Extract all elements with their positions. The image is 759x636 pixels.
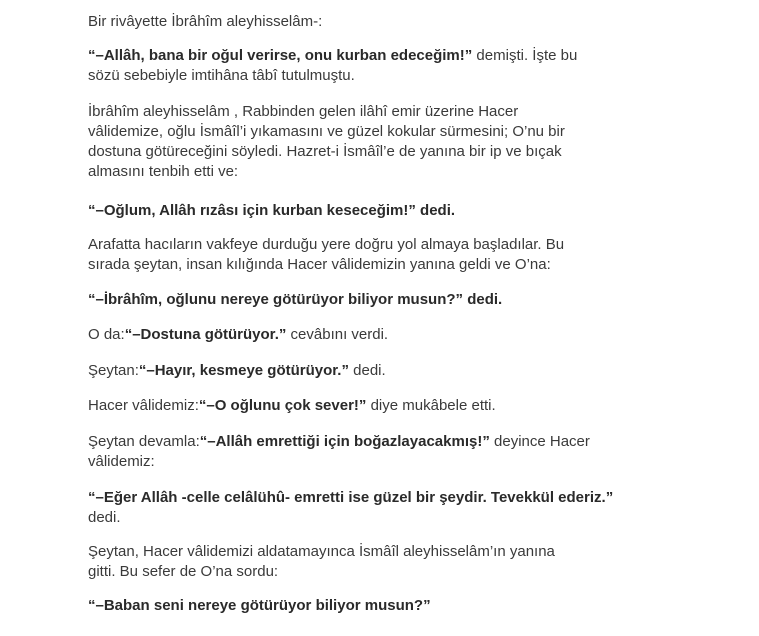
- text-segment: almasını tenbih etti ve:: [88, 163, 239, 180]
- text-segment: “–Hayır, kesmeye götürüyor.”: [138, 362, 349, 379]
- text-line: [88, 102, 565, 122]
- text-segment: vâlidemize, oğlu İsmâîl’i yıkamasını ve güzel kokular sürmesini; O’nu bir: [88, 123, 565, 140]
- text-segment: sözü sebebiyle imtihâna tâbî tutulmuştu.: [88, 67, 355, 84]
- paragraph: [88, 102, 565, 182]
- paragraph: [88, 542, 555, 582]
- text-segment: Arafatta hacıların vakfeye durduğu yere doğru yol almaya başladılar. Bu: [88, 236, 565, 253]
- paragraph: [88, 235, 564, 275]
- text-line: [88, 46, 577, 66]
- paragraph: [88, 201, 455, 221]
- text-line: [88, 508, 613, 528]
- text-line: [88, 122, 565, 142]
- text-line: [88, 361, 386, 381]
- text-segment: dedi.: [88, 509, 121, 526]
- text-line: [88, 452, 590, 472]
- text-segment: “–İbrâhîm, oğlunu nereye götürüyor biliyor musun?” dedi.: [88, 291, 503, 308]
- text-segment: “–Baban seni nereye götürüyor biliyor musun?”: [88, 597, 431, 614]
- text-segment: dostuna götüreceğini söyledi. Hazret-i İsmâîl’e de yanına bir ip ve bıçak: [88, 143, 562, 160]
- text-line: [88, 12, 322, 32]
- paragraph: [88, 290, 502, 310]
- text-segment: Şeytan:: [88, 362, 139, 379]
- text-segment: Hacer vâlidemiz:: [88, 397, 199, 414]
- text-segment: demişti. İşte bu: [472, 47, 578, 64]
- paragraph: [88, 396, 496, 416]
- text-segment: gitti. Bu sefer de O’na sordu:: [88, 563, 279, 580]
- text-segment: “–Oğlum, Allâh rızâsı için kurban keseceğim!” dedi.: [88, 202, 456, 219]
- text-segment: Şeytan devamla:: [88, 433, 200, 450]
- text-line: [88, 235, 564, 255]
- text-segment: “–O oğlunu çok sever!”: [198, 397, 367, 414]
- text-segment: “–Eğer Allâh -celle celâlühû- emretti ise güzel bir şeydir. Tevekkül ederiz.”: [88, 489, 614, 506]
- text-segment: Şeytan, Hacer vâlidemizi aldatamayınca İsmâîl aleyhisselâm’ın yanına: [88, 543, 555, 560]
- text-line: [88, 66, 577, 86]
- text-segment: deyince Hacer: [489, 433, 590, 450]
- text-line: [88, 542, 555, 562]
- text-segment: Bir rivâyette İbrâhîm aleyhisselâm-:: [88, 13, 323, 30]
- text-line: [88, 396, 496, 416]
- text-segment: cevâbını verdi.: [286, 326, 389, 343]
- text-segment: “–Allâh emrettiği için boğazlayacakmış!”: [199, 433, 490, 450]
- text-segment: “–Dostuna götürüyor.”: [124, 326, 287, 343]
- text-line: [88, 325, 388, 345]
- text-segment: İbrâhîm aleyhisselâm , Rabbinden gelen ilâhî emir üzerine Hacer: [88, 103, 519, 120]
- text-segment: dedi.: [348, 362, 386, 379]
- text-line: [88, 201, 455, 221]
- text-line: [88, 488, 613, 508]
- text-segment: sırada şeytan, insan kılığında Hacer vâlidemizin yanına geldi ve O’na:: [88, 256, 551, 273]
- text-segment: O da:: [88, 326, 125, 343]
- text-line: [88, 255, 564, 275]
- paragraph: [88, 325, 388, 345]
- paragraph: [88, 361, 386, 381]
- paragraph: [88, 46, 577, 86]
- text-segment: diye mukâbele etti.: [366, 397, 496, 414]
- text-segment: “–Allâh, bana bir oğul verirse, onu kurban edeceğim!”: [88, 47, 473, 64]
- text-line: [88, 562, 555, 582]
- paragraph: [88, 596, 431, 616]
- text-line: [88, 432, 590, 452]
- paragraph: [88, 432, 590, 472]
- text-line: [88, 142, 565, 162]
- text-line: [88, 162, 565, 182]
- paragraph: [88, 488, 613, 528]
- text-segment: vâlidemiz:: [88, 453, 155, 470]
- text-line: [88, 596, 431, 616]
- paragraph: [88, 12, 322, 32]
- text-line: [88, 290, 502, 310]
